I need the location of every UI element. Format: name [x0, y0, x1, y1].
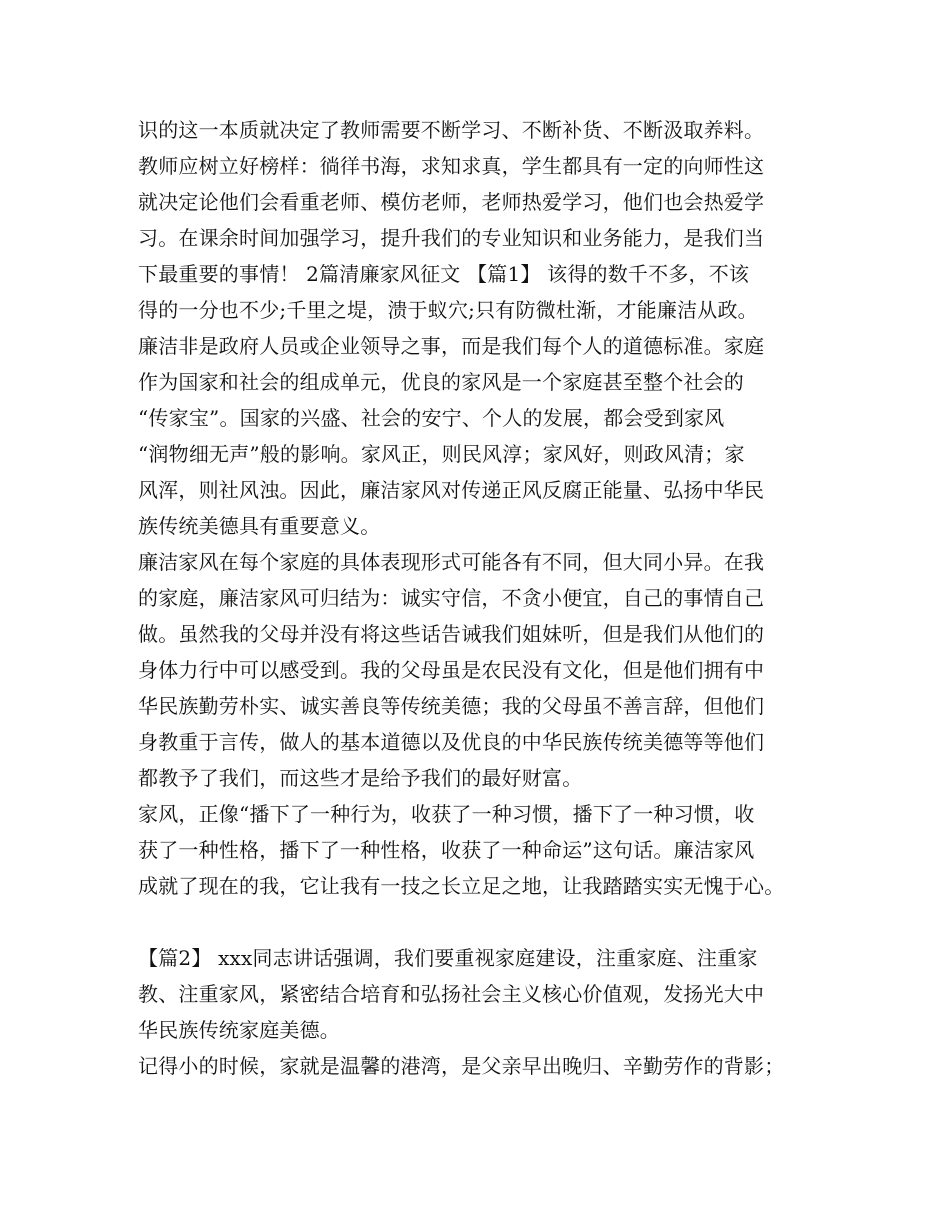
text-line: 廉洁非是政府人员或企业领导之事，而是我们每个人的道德标准。家庭 [138, 334, 765, 358]
text-line: 成就了现在的我，它让我有一技之长立足之地，让我踏踏实实无愧于心。 [138, 874, 785, 898]
text-line: 教、注重家风，紧密结合培育和弘扬社会主义核心价值观，发扬光大中 [138, 982, 765, 1006]
text-line: 风浑，则社风浊。因此，廉洁家风对传递正风反腐正能量、弘扬中华民 [138, 478, 765, 502]
text-line: 华民族勤劳朴实、诚实善良等传统美德；我的父母虽不善言辞，但他们 [138, 694, 765, 718]
text-line: 廉洁家风在每个家庭的具体表现形式可能各有不同，但大同小异。在我 [138, 550, 765, 574]
text-line: 获了一种性格，播下了一种性格，收获了一种命运”这句话。廉洁家风 [138, 838, 755, 862]
paragraph-gap [138, 904, 838, 940]
text-line: 得的一分也不少;千里之堤，溃于蚁穴;只有防微杜渐，才能廉洁从政。 [138, 298, 758, 322]
text-line: 记得小的时候，家就是温馨的港湾，是父亲早出晚归、辛勤劳作的背影； [138, 1054, 785, 1078]
text-line: 身教重于言传，做人的基本道德以及优良的中华民族传统美德等等他们 [138, 730, 765, 754]
text-line: 作为国家和社会的组成单元，优良的家风是一个家庭甚至整个社会的 [138, 370, 744, 394]
text-line: 就决定论他们会看重老师、模仿老师，老师热爱学习，他们也会热爱学 [138, 190, 765, 214]
text-line: 家风，正像“播下了一种行为，收获了一种习惯，播下了一种习惯，收 [138, 802, 755, 826]
text-line: “传家宝”。国家的兴盛、社会的安宁、个人的发展，都会受到家风 [138, 406, 725, 430]
text-line: 【篇2】 xxx同志讲话强调，我们要重视家庭建设，注重家庭、注重家 [138, 946, 758, 970]
text-line: “润物细无声”般的影响。家风正，则民风淳；家风好，则政风清；家 [138, 442, 745, 466]
text-line: 族传统美德具有重要意义。 [138, 514, 381, 538]
text-line: 的家庭，廉洁家风可归结为：诚实守信，不贪小便宜，自己的事情自己 [138, 586, 765, 610]
text-line: 都教予了我们，而这些才是给予我们的最好财富。 [138, 766, 583, 790]
text-line: 身体力行中可以感受到。我的父母虽是农民没有文化，但是他们拥有中 [138, 658, 765, 682]
document-body [138, 112, 838, 1084]
text-line: 华民族传统家庭美德。 [138, 1018, 340, 1042]
text-line: 做。虽然我的父母并没有将这些话告诫我们姐妹听，但是我们从他们的 [138, 622, 765, 646]
text-line: 识的这一本质就决定了教师需要不断学习、不断补货、不断汲取养料。 [138, 118, 765, 142]
text-line: 习。在课余时间加强学习，提升我们的专业知识和业务能力，是我们当 [138, 226, 765, 250]
text-line: 下最重要的事情！ 2篇清廉家风征文 【篇1】 该得的数千不多，不该 [138, 262, 750, 286]
text-line: 教师应树立好榜样：徜徉书海，求知求真，学生都具有一定的向师性这 [138, 154, 765, 178]
